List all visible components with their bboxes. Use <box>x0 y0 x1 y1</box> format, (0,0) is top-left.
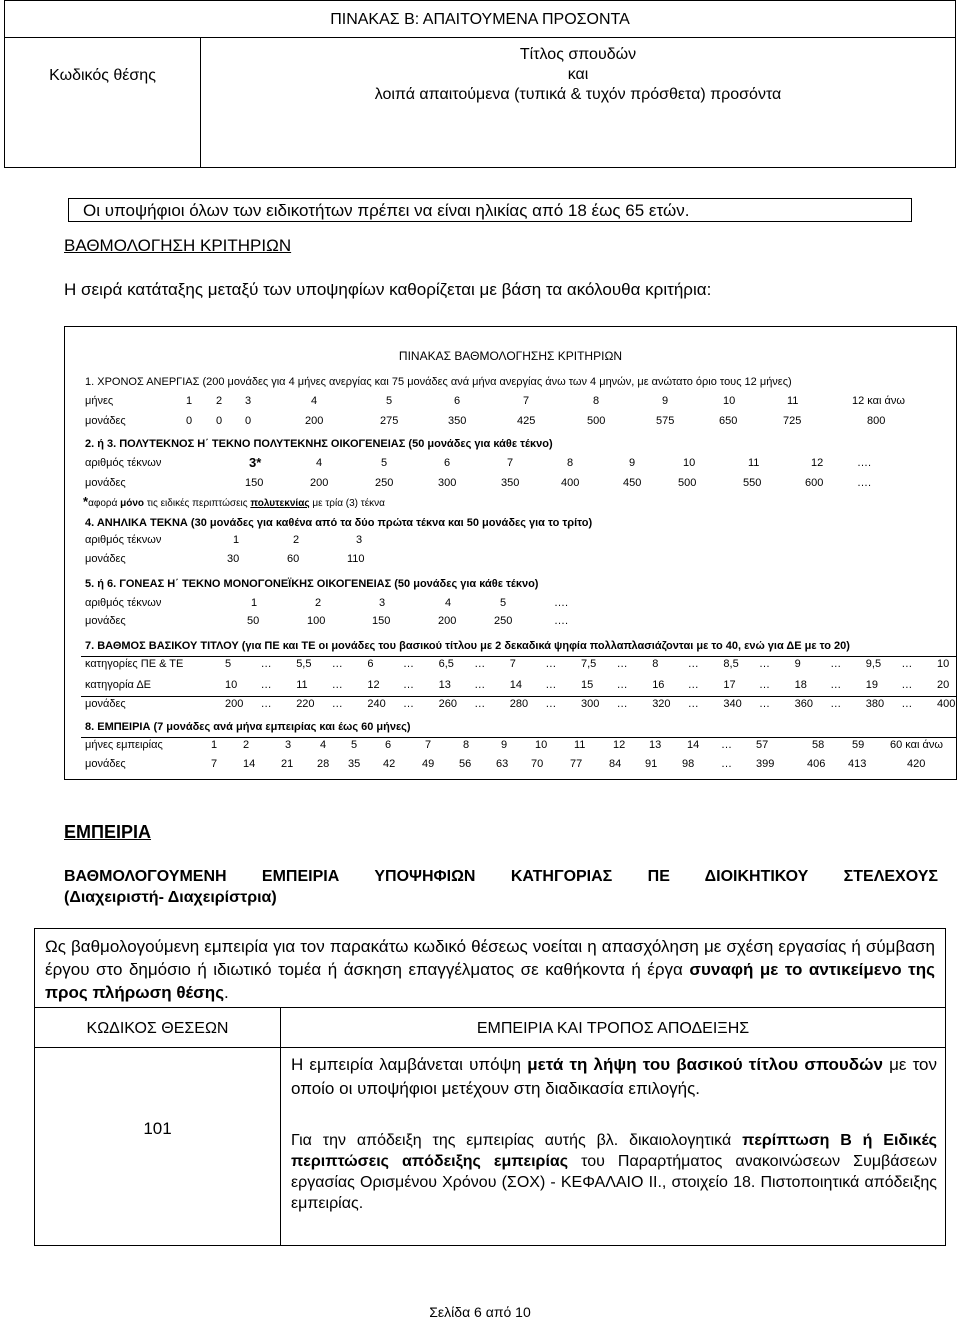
value-cell: 18 <box>794 679 807 691</box>
value-cell: … <box>759 698 770 710</box>
value-cell: 340 <box>723 698 742 710</box>
codes-column-header: ΚΩΔΙΚΟΣ ΘΕΣΕΩΝ <box>86 1020 229 1037</box>
value-cell: 10 <box>225 679 238 691</box>
value-cell: 14 <box>687 739 700 751</box>
value-cell: 9 <box>501 739 508 751</box>
value-cell: … <box>545 698 557 710</box>
value-cell: 2 <box>243 739 250 751</box>
value-cell: 0 <box>186 415 193 427</box>
experience-subtitle-2: (Διαχειριστή- Διαχειρίστρια) <box>64 889 277 906</box>
value-cell: 4 <box>316 457 323 469</box>
qualifications-line1: Τίτλος σπουδών <box>519 46 637 63</box>
value-cell: 35 <box>348 758 361 770</box>
experience-subtitle: ΒΑΘΜΟΛΟΓΟΥΜΕΝΗ ΕΜΠΕΙΡΙΑ ΥΠΟΨΗΦΙΩΝ ΚΑΤΗΓΟΡΙΑΣ ΠΕ ΔΙΟΙΚΗΤΙΚΟΥ ΣΤΕΛΕΧΟΥΣ <box>64 868 938 885</box>
value-cell: 200 <box>438 615 457 627</box>
value-cell: 450 <box>623 477 642 489</box>
value-cell: 12 <box>367 679 380 691</box>
value-cell: … <box>331 658 343 670</box>
value-cell: 30 <box>227 553 240 565</box>
value-cell: 1 <box>211 739 218 751</box>
age-requirement-box: Οι υποψήφιοι όλων των ειδικοτήτων πρέπει να είναι ηλικίας από 18 έως 65 ετών. <box>68 198 912 222</box>
criteria-intro: Η σειρά κατάταξης μεταξύ των υποψηφίων καθορίζεται με βάση τα ακόλουθα κριτήρια: <box>64 280 712 299</box>
value-cell: 91 <box>645 758 658 770</box>
value-cell: 6,5 <box>438 658 454 670</box>
value-cell: … <box>403 679 414 691</box>
p1-c: με τον οποίο οι υποψήφιοι μετέχουν στη διαδικασία επιλογής. <box>291 1055 938 1098</box>
value-cell: 21 <box>281 758 294 770</box>
requirements-header-table <box>4 0 956 168</box>
scoring-table-title: ΠΙΝΑΚΑΣ ΒΑΘΜΟΛΟΓΗΣΗΣ ΚΡΙΤΗΡΙΩΝ <box>398 349 623 363</box>
value-cell: 58 <box>812 739 825 751</box>
experience-column-header: ΕΜΠΕΙΡΙΑ ΚΑΙ ΤΡΟΠΟΣ ΑΠΟΔΕΙΞΗΣ <box>476 1020 750 1037</box>
value-cell: 3 <box>379 597 386 609</box>
value-cell: 5 <box>386 395 393 407</box>
value-cell: 28 <box>317 758 330 770</box>
value-cell: …. <box>857 457 872 469</box>
qualifications-line2: και <box>567 66 589 83</box>
s5-label-a: αριθμός τέκνων <box>85 597 162 609</box>
s2-heading: 2. ή 3. ΠΟΛΥΤΕΚΝΟΣ Η΄ ΤΕΚΝΟ ΠΟΛΥΤΕΚΝΗΣ ΟΙΚΟΓΕΝΕΙΑΣ (50 μονάδες για κάθε τέκνο) <box>85 438 553 450</box>
value-cell: 500 <box>678 477 697 489</box>
p1-b: μετά τη λήψη του βασικού τίτλου σπουδών <box>527 1055 883 1074</box>
value-cell: 220 <box>296 698 315 710</box>
value-cell: 1 <box>233 534 240 546</box>
value-cell: 100 <box>307 615 326 627</box>
value-cell: 49 <box>422 758 435 770</box>
value-cell: … <box>616 698 628 710</box>
value-cell: 60 <box>287 553 300 565</box>
value-cell: 800 <box>867 415 886 427</box>
position-code-header: Κωδικός θέσης <box>49 67 156 84</box>
intro-bold: συναφή με το αντικείμενο της προς πλήρωση θέσης <box>45 960 935 1002</box>
value-cell: 575 <box>656 415 675 427</box>
s1-label-a: μήνες <box>85 395 114 407</box>
value-cell: … <box>260 658 272 670</box>
value-cell: 10 <box>937 658 950 670</box>
s2-label-a: αριθμός τέκνων <box>85 457 162 469</box>
value-cell: 9 <box>794 658 801 670</box>
p2-c: του Παραρτήματος ανακοινώσεων Συμβάσεων εργασίας Ορισμένου Χρόνου (ΣΟΧ) - ΚΕΦΑΛΑΙΟ ΙΙ., στοιχείο 18. Πιστοποιητικά απόδειξης εμπειρίας. <box>291 1153 937 1212</box>
value-cell: 400 <box>561 477 580 489</box>
header-divider <box>5 37 955 38</box>
value-cell: 16 <box>652 679 665 691</box>
value-cell: … <box>901 679 913 691</box>
value-cell: 12 <box>613 739 626 751</box>
value-cell: 12 και άνω <box>852 395 905 407</box>
qualifications-line3: λοιπά απαιτούμενα (τυπικά & τυχόν πρόσθετα) προσόντα <box>374 86 782 103</box>
s5-heading: 5. ή 6. ΓΟΝΕΑΣ Η΄ ΤΕΚΝΟ ΜΟΝΟΓΟΝΕΪΚΗΣ ΟΙΚΟΓΕΝΕΙΑΣ (50 μονάδες για κάθε τέκνο) <box>85 578 539 590</box>
value-cell: … <box>545 679 557 691</box>
value-cell: 9 <box>662 395 669 407</box>
value-cell: … <box>759 679 770 691</box>
value-cell: 12 <box>811 457 824 469</box>
value-cell: 98 <box>682 758 695 770</box>
value-cell: 84 <box>609 758 622 770</box>
value-cell: 350 <box>501 477 520 489</box>
value-cell: 0 <box>216 415 223 427</box>
value-cell: 3 <box>356 534 363 546</box>
value-cell: … <box>260 698 272 710</box>
value-cell: 3 <box>285 739 292 751</box>
value-cell: … <box>403 658 414 670</box>
value-cell: … <box>901 658 913 670</box>
value-cell: 7 <box>509 658 516 670</box>
value-cell: … <box>687 698 699 710</box>
value-cell: 0 <box>245 415 252 427</box>
value-cell: 17 <box>723 679 736 691</box>
value-cell: … <box>830 679 842 691</box>
value-cell: … <box>901 698 913 710</box>
value-cell: 20 <box>937 679 950 691</box>
value-cell: … <box>616 679 628 691</box>
value-cell: 8 <box>567 457 574 469</box>
value-cell: 8,5 <box>723 658 739 670</box>
value-cell: 7 <box>425 739 432 751</box>
footnote-star: * <box>83 494 89 509</box>
value-cell: 10 <box>535 739 548 751</box>
value-cell: 3* <box>249 455 262 470</box>
table-title: ΠΙΝΑΚΑΣ Β: ΑΠΑΙΤΟΥΜΕΝΑ ΠΡΟΣΟΝΤΑ <box>330 11 630 28</box>
value-cell: 5 <box>351 739 358 751</box>
value-cell: 4 <box>320 739 327 751</box>
value-cell: 360 <box>794 698 813 710</box>
value-cell: 200 <box>225 698 244 710</box>
column-divider <box>280 1007 281 1245</box>
value-cell: 13 <box>649 739 662 751</box>
value-cell: 725 <box>783 415 802 427</box>
s4-label-a: αριθμός τέκνων <box>85 534 162 546</box>
value-cell: 7 <box>211 758 218 770</box>
s4-label-b: μονάδες <box>85 553 126 565</box>
grid-line <box>81 656 956 657</box>
value-cell: … <box>759 658 770 670</box>
value-cell: 60 και άνω <box>890 739 943 751</box>
s5-label-b: μονάδες <box>85 615 126 627</box>
s2-label-b: μονάδες <box>85 477 126 489</box>
value-cell: … <box>474 679 486 691</box>
value-cell: 1 <box>251 597 258 609</box>
value-cell: 4 <box>311 395 318 407</box>
value-cell: 56 <box>459 758 472 770</box>
scoring-table <box>64 326 957 780</box>
value-cell: 110 <box>347 553 365 565</box>
value-cell: … <box>721 739 732 751</box>
value-cell: 200 <box>310 477 329 489</box>
value-cell: … <box>830 698 842 710</box>
value-cell: 7 <box>507 457 514 469</box>
value-cell: 8 <box>652 658 659 670</box>
value-cell: … <box>721 758 732 770</box>
footnote-b: μόνο <box>120 498 145 509</box>
value-cell: 2 <box>315 597 322 609</box>
s8-label-a: μήνες εμπειρίας <box>85 739 163 751</box>
value-cell: 4 <box>445 597 452 609</box>
footnote-e: με τρία (3) τέκνα <box>309 498 385 509</box>
position-code: 101 <box>143 1119 172 1138</box>
value-cell: … <box>687 658 699 670</box>
value-cell: … <box>687 679 699 691</box>
experience-rule <box>291 1053 937 1101</box>
value-cell: … <box>616 658 628 670</box>
value-cell: 2 <box>293 534 300 546</box>
value-cell: 6 <box>367 658 374 670</box>
s1-heading: 1. ΧΡΟΝΟΣ ΑΝΕΡΓΙΑΣ (200 μονάδες για 4 μήνες ανεργίας και 75 μονάδες ανά μήνα ανεργίας άνω των 4 μηνών, με ανώτατο όριο τους 12 μήνες) <box>85 376 792 388</box>
value-cell: 300 <box>581 698 600 710</box>
value-cell: 77 <box>570 758 583 770</box>
experience-title: ΕΜΠΕΙΡΙΑ <box>64 822 152 842</box>
value-cell: 1 <box>186 395 193 407</box>
value-cell: 600 <box>805 477 824 489</box>
grid-line <box>81 737 956 738</box>
row-divider <box>35 1047 945 1048</box>
value-cell: … <box>545 658 557 670</box>
value-cell: … <box>474 658 486 670</box>
value-cell: 399 <box>756 758 775 770</box>
value-cell: 5 <box>381 457 388 469</box>
value-cell: 425 <box>517 415 536 427</box>
page-number: Σελίδα 6 από 10 <box>429 1304 531 1320</box>
value-cell: 320 <box>652 698 671 710</box>
value-cell: 550 <box>743 477 762 489</box>
value-cell: 6 <box>444 457 451 469</box>
value-cell: 150 <box>372 615 391 627</box>
s8-label-b: μονάδες <box>85 758 126 770</box>
value-cell: … <box>474 698 486 710</box>
value-cell: 50 <box>247 615 260 627</box>
intro-end: . <box>224 983 229 1002</box>
value-cell: … <box>331 679 343 691</box>
value-cell: … <box>331 698 343 710</box>
value-cell: 9,5 <box>865 658 882 670</box>
value-cell: 240 <box>367 698 386 710</box>
p1-a: Η εμπειρία λαμβάνεται υπόψη <box>291 1055 528 1074</box>
value-cell: 11 <box>296 679 308 691</box>
value-cell: … <box>830 658 842 670</box>
value-cell: 57 <box>756 739 769 751</box>
s7-heading: 7. ΒΑΘΜΟΣ ΒΑΣΙΚΟΥ ΤΙΤΛΟΥ (για ΠΕ και ΤΕ οι μονάδες του βασικού τίτλου με 2 δεκαδικά ψηφία πολλαπλασιάζονται με το 40, ενώ για ΔΕ με το 20) <box>85 640 850 652</box>
value-cell: 10 <box>683 457 696 469</box>
p2-b: περίπτωση Β ή Ειδικές περιπτώσεις απόδειξης εμπειρίας <box>291 1132 938 1170</box>
value-cell: 5 <box>225 658 232 670</box>
s4-heading: 4. ΑΝΗΛΙΚΑ ΤΕΚΝΑ (30 μονάδες για καθένα από τα δύο πρώτα τέκνα και 50 μονάδες για το τρίτο) <box>85 517 593 529</box>
p2-a: Για την απόδειξη της εμπειρίας αυτής βλ. δικαιολογητικά <box>291 1132 743 1149</box>
value-cell: …. <box>857 477 872 489</box>
experience-intro <box>45 935 935 1004</box>
qualifications-header <box>201 45 955 105</box>
value-cell: 275 <box>380 415 399 427</box>
value-cell: 2 <box>216 395 223 407</box>
value-cell: …. <box>554 615 569 627</box>
value-cell: 9 <box>629 457 636 469</box>
value-cell: 7,5 <box>581 658 597 670</box>
value-cell: 400 <box>937 698 956 710</box>
s7-label-a: κατηγορίες ΠΕ & ΤΕ <box>85 658 184 670</box>
intro-text: Ως βαθμολογούμενη εμπειρία για τον παρακάτω κωδικό θέσεως νοείται η απασχόληση με σχέση εργασίας ή σύμβαση έργου στο δημόσιο ή ιδιωτικό τομέα ή άσκηση επαγγέλματος σε καθήκοντα ή έργα <box>45 937 935 979</box>
value-cell: 250 <box>375 477 394 489</box>
s2-footnote <box>83 494 385 509</box>
value-cell: … <box>403 698 414 710</box>
value-cell: 406 <box>807 758 826 770</box>
value-cell: 11 <box>574 739 586 751</box>
value-cell: … <box>260 679 272 691</box>
value-cell: 8 <box>593 395 600 407</box>
value-cell: 11 <box>787 395 799 407</box>
value-cell: 280 <box>509 698 529 710</box>
value-cell: 380 <box>865 698 885 710</box>
value-cell: 3 <box>245 395 252 407</box>
footnote-a: αφορά <box>88 498 121 509</box>
footnote-d: πολυτεκνίας <box>250 498 310 509</box>
value-cell: 6 <box>454 395 461 407</box>
row-divider <box>35 1007 945 1008</box>
value-cell: 260 <box>438 698 457 710</box>
value-cell: 5 <box>500 597 507 609</box>
value-cell: 500 <box>587 415 606 427</box>
value-cell: 350 <box>448 415 467 427</box>
value-cell: 13 <box>438 679 451 691</box>
s7-label-c: μονάδες <box>85 698 126 710</box>
value-cell: 70 <box>531 758 544 770</box>
value-cell: 15 <box>581 679 594 691</box>
value-cell: 650 <box>719 415 738 427</box>
value-cell: 5,5 <box>296 658 312 670</box>
grid-line <box>81 696 956 697</box>
value-cell: 14 <box>243 758 256 770</box>
criteria-section-title: ΒΑΘΜΟΛΟΓΗΣΗ ΚΡΙΤΗΡΙΩΝ <box>64 236 292 255</box>
experience-proof <box>291 1130 937 1214</box>
value-cell: 63 <box>496 758 509 770</box>
value-cell: 250 <box>494 615 513 627</box>
value-cell: 7 <box>523 395 530 407</box>
value-cell: 200 <box>305 415 324 427</box>
s1-label-b: μονάδες <box>85 415 126 427</box>
value-cell: 14 <box>509 679 523 691</box>
value-cell: 10 <box>723 395 736 407</box>
value-cell: 150 <box>245 477 264 489</box>
s8-heading: 8. ΕΜΠΕΙΡΙΑ (7 μονάδες ανά μήνα εμπειρίας και έως 60 μήνες) <box>85 721 411 733</box>
value-cell: 300 <box>438 477 457 489</box>
value-cell: 42 <box>383 758 396 770</box>
value-cell: 19 <box>865 679 879 691</box>
s7-label-b: κατηγορία ΔΕ <box>85 679 151 691</box>
value-cell: 8 <box>463 739 470 751</box>
value-cell: 6 <box>385 739 392 751</box>
value-cell: 413 <box>848 758 867 770</box>
experience-table <box>34 928 946 1246</box>
footnote-c: τις ειδικές περιπτώσεις <box>144 498 251 509</box>
value-cell: 59 <box>852 739 865 751</box>
value-cell: 420 <box>907 758 926 770</box>
value-cell: 11 <box>748 457 760 469</box>
value-cell: …. <box>554 597 569 609</box>
